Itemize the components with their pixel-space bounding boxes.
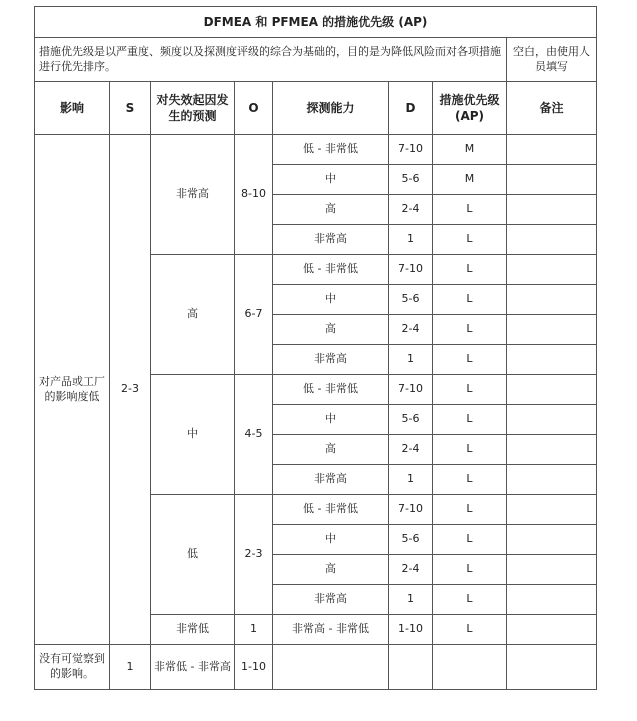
description-row (35, 38, 597, 82)
occurrence-rating-cell: 1 (235, 615, 273, 645)
severity-cell: 2-3 (110, 135, 151, 645)
detection-level-cell: 中 (273, 165, 389, 195)
occurrence-rating-cell: 8-10 (235, 135, 273, 255)
header-detect: 探测能力 (273, 82, 389, 135)
detection-level-cell: 低 - 非常低 (273, 135, 389, 165)
remark-cell (507, 135, 597, 165)
remark-cell (507, 495, 597, 525)
detection-level-cell: 中 (273, 525, 389, 555)
remark-cell (507, 585, 597, 615)
detection-rating-cell: 5-6 (389, 525, 433, 555)
occurrence-rating-cell: 2-3 (235, 495, 273, 615)
detection-rating-cell: 7-10 (389, 375, 433, 405)
remark-cell (507, 225, 597, 255)
occurrence-rating-cell: 1-10 (235, 645, 273, 690)
detection-rating-cell: 1 (389, 345, 433, 375)
detection-level-cell: 高 (273, 555, 389, 585)
remark-cell (507, 315, 597, 345)
action-priority-cell: L (433, 195, 507, 225)
detection-level-cell: 高 (273, 315, 389, 345)
detection-level-cell: 低 - 非常低 (273, 255, 389, 285)
detection-rating-cell: 5-6 (389, 405, 433, 435)
action-priority-cell: M (433, 165, 507, 195)
occurrence-level-cell: 非常低 - 非常高 (151, 645, 235, 690)
occurrence-rating-cell: 6-7 (235, 255, 273, 375)
remark-cell (507, 555, 597, 585)
header-d: D (389, 82, 433, 135)
action-priority-cell: L (433, 585, 507, 615)
action-priority-cell: M (433, 135, 507, 165)
action-priority-cell: L (433, 345, 507, 375)
header-ap: 措施优先级(AP) (433, 82, 507, 135)
table-row (35, 645, 597, 690)
action-priority-cell: L (433, 315, 507, 345)
detection-level-cell: 非常高 - 非常低 (273, 615, 389, 645)
ap-table (34, 6, 597, 690)
effect-cell: 对产品或工厂的影响度低 (35, 135, 110, 645)
detection-rating-cell: 2-4 (389, 195, 433, 225)
action-priority-cell: L (433, 405, 507, 435)
detection-rating-cell: 7-10 (389, 495, 433, 525)
detection-level-cell: 非常高 (273, 585, 389, 615)
remark-cell (507, 465, 597, 495)
detection-level-cell: 非常高 (273, 465, 389, 495)
detection-rating-cell (389, 645, 433, 690)
action-priority-cell: L (433, 495, 507, 525)
action-priority-cell: L (433, 225, 507, 255)
detection-rating-cell: 5-6 (389, 165, 433, 195)
detection-rating-cell: 5-6 (389, 285, 433, 315)
remark-cell (507, 375, 597, 405)
table-title: DFMEA 和 PFMEA 的措施优先级 (AP) (35, 7, 597, 38)
action-priority-cell: L (433, 375, 507, 405)
detection-rating-cell: 1 (389, 225, 433, 255)
detection-rating-cell: 7-10 (389, 135, 433, 165)
remark-cell (507, 405, 597, 435)
remark-cell (507, 255, 597, 285)
header-s: S (110, 82, 151, 135)
header-effect: 影响 (35, 82, 110, 135)
action-priority-cell: L (433, 555, 507, 585)
action-priority-cell: L (433, 285, 507, 315)
action-priority-cell: L (433, 465, 507, 495)
occurrence-rating-cell: 4-5 (235, 375, 273, 495)
remark-cell (507, 645, 597, 690)
remark-cell (507, 195, 597, 225)
title-row (35, 7, 597, 38)
occurrence-level-cell: 低 (151, 495, 235, 615)
detection-level-cell: 高 (273, 435, 389, 465)
header-remark: 备注 (507, 82, 597, 135)
header-row (35, 82, 597, 135)
detection-level-cell (273, 645, 389, 690)
note-header: 空白，由使用人员填写 (507, 38, 597, 82)
severity-cell: 1 (110, 645, 151, 690)
detection-rating-cell: 2-4 (389, 555, 433, 585)
detection-level-cell: 高 (273, 195, 389, 225)
remark-cell (507, 435, 597, 465)
detection-rating-cell: 1 (389, 585, 433, 615)
detection-level-cell: 非常高 (273, 345, 389, 375)
detection-level-cell: 中 (273, 285, 389, 315)
header-cause: 对失效起因发生的预测 (151, 82, 235, 135)
occurrence-level-cell: 高 (151, 255, 235, 375)
description-text: 措施优先级是以严重度、频度以及探测度评级的综合为基础的，目的是为降低风险而对各项措施进行优先排序。 (35, 38, 507, 82)
occurrence-level-cell: 非常低 (151, 615, 235, 645)
detection-rating-cell: 2-4 (389, 435, 433, 465)
header-o: O (235, 82, 273, 135)
remark-cell (507, 615, 597, 645)
remark-cell (507, 165, 597, 195)
detection-rating-cell: 2-4 (389, 315, 433, 345)
detection-rating-cell: 1-10 (389, 615, 433, 645)
detection-level-cell: 低 - 非常低 (273, 375, 389, 405)
effect-cell: 没有可觉察到的影响。 (35, 645, 110, 690)
action-priority-cell (433, 645, 507, 690)
action-priority-cell: L (433, 525, 507, 555)
detection-rating-cell: 7-10 (389, 255, 433, 285)
remark-cell (507, 525, 597, 555)
detection-level-cell: 低 - 非常低 (273, 495, 389, 525)
action-priority-cell: L (433, 435, 507, 465)
remark-cell (507, 345, 597, 375)
detection-rating-cell: 1 (389, 465, 433, 495)
occurrence-level-cell: 非常高 (151, 135, 235, 255)
action-priority-cell: L (433, 615, 507, 645)
detection-level-cell: 非常高 (273, 225, 389, 255)
table-row (35, 135, 597, 165)
action-priority-cell: L (433, 255, 507, 285)
remark-cell (507, 285, 597, 315)
detection-level-cell: 中 (273, 405, 389, 435)
occurrence-level-cell: 中 (151, 375, 235, 495)
